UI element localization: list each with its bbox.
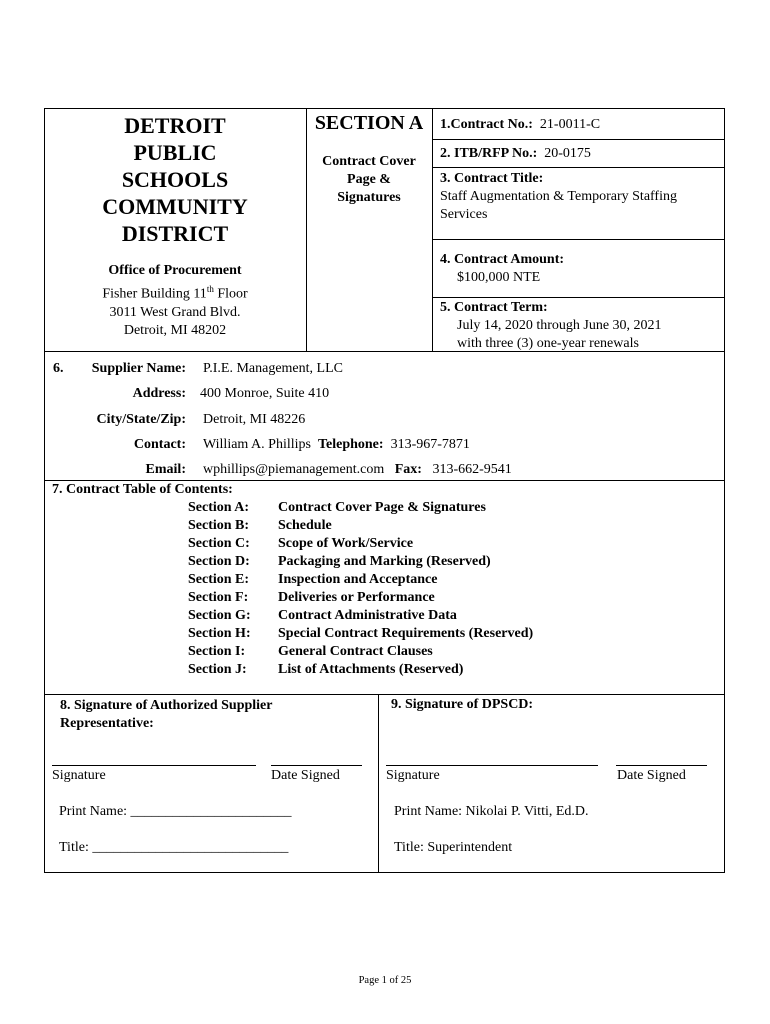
itb-number: 2. ITB/RFP No.: 20-0175 (440, 146, 591, 161)
toc-section-name: Contract Cover Page & Signatures (278, 500, 486, 515)
contract-number: 1.Contract No.: 21-0011-C (440, 117, 601, 132)
supplier-signature-heading: 8. Signature of Authorized Supplier Representative: (60, 698, 273, 731)
toc-section-name: Special Contract Requirements (Reserved) (278, 626, 534, 641)
divider-vertical-header-left (306, 108, 307, 351)
toc-section-name: Contract Administrative Data (278, 608, 457, 623)
toc-section-label: Section J: (188, 662, 247, 677)
toc-section-label: Section A: (188, 500, 250, 515)
divider-title (432, 239, 725, 240)
toc-section-name: Packaging and Marking (Reserved) (278, 554, 491, 569)
dpscd-signature-label: Signature (386, 768, 440, 783)
toc-section-label: Section H: (188, 626, 251, 641)
dpscd-signature-line[interactable] (386, 765, 598, 766)
divider-amount (432, 297, 725, 298)
dpscd-date-label: Date Signed (617, 768, 686, 783)
toc-title: 7. Contract Table of Contents: (52, 482, 233, 497)
toc-section-label: Section F: (188, 590, 249, 605)
divider-contract-no (432, 139, 725, 140)
supplier-city-value: Detroit, MI 48226 (203, 412, 306, 427)
office-title: Office of Procurement (108, 263, 242, 278)
dpscd-print-name: Print Name: Nikolai P. Vitti, Ed.D. (394, 804, 589, 819)
toc-section-label: Section B: (188, 518, 250, 533)
district-name: DETROIT PUBLIC SCHOOLS COMMUNITY DISTRICT (102, 113, 248, 246)
section-subtitle: Contract Cover Page & Signatures (322, 154, 416, 205)
supplier-address-label: Address: (132, 386, 186, 401)
supplier-email-label: Email: (145, 462, 186, 477)
office-address (60, 262, 290, 340)
toc-section-label: Section G: (188, 608, 251, 623)
contract-title: 3. Contract Title: Staff Augmentation & Temporary Staffing Services (440, 171, 677, 222)
toc-section-label: Section I: (188, 644, 246, 659)
page-number: Page 1 of 25 (358, 975, 412, 986)
divider-supplier-bottom (44, 480, 725, 481)
toc-section-name: General Contract Clauses (278, 644, 433, 659)
supplier-name-label: Supplier Name: (91, 361, 186, 376)
divider-toc-bottom (44, 694, 725, 695)
contract-term: 5. Contract Term: July 14, 2020 through June 30, 2021 with three (3) one-year renewals (440, 300, 662, 351)
supplier-signature-label: Signature (52, 768, 106, 783)
divider-signatures-vertical (378, 694, 379, 873)
dpscd-title: Title: Superintendent (394, 840, 513, 855)
toc-section-name: List of Attachments (Reserved) (278, 662, 464, 677)
toc-section-name: Deliveries or Performance (278, 590, 435, 605)
toc-section-label: Section E: (188, 572, 250, 587)
supplier-contact-value: William A. Phillips Telephone: 313-967-7871 (203, 437, 470, 452)
supplier-section-number: 6. (53, 361, 64, 376)
office-address-line2: Detroit, MI 48202 (123, 322, 227, 338)
supplier-name-value: P.I.E. Management, LLC (203, 361, 343, 376)
dpscd-signature-heading: 9. Signature of DPSCD: (391, 697, 534, 712)
supplier-email-value: wphillips@piemanagement.com Fax: 313-662-9541 (203, 462, 512, 477)
supplier-contact-label: Contact: (133, 437, 186, 452)
toc-section-name: Scope of Work/Service (278, 536, 414, 551)
contract-amount: 4. Contract Amount: $100,000 NTE (440, 252, 565, 285)
divider-itb (432, 167, 725, 168)
supplier-signature-line[interactable] (52, 765, 256, 766)
office-address-line1: 3011 West Grand Blvd. (109, 304, 241, 320)
office-building: Fisher Building 11th Floor (102, 284, 248, 302)
toc-section-label: Section C: (188, 536, 250, 551)
supplier-date-label: Date Signed (271, 768, 340, 783)
supplier-city-label: City/State/Zip: (96, 412, 186, 427)
section-title: SECTION A (314, 112, 424, 134)
divider-vertical-header-right (432, 108, 433, 351)
toc-section-name: Inspection and Acceptance (278, 572, 438, 587)
toc-section-label: Section D: (188, 554, 250, 569)
supplier-print-name[interactable]: Print Name: _______________________ (59, 804, 292, 819)
dpscd-date-line[interactable] (616, 765, 707, 766)
supplier-address-value: 400 Monroe, Suite 410 (200, 386, 330, 401)
toc-section-name: Schedule (278, 518, 332, 533)
supplier-date-line[interactable] (271, 765, 362, 766)
supplier-title[interactable]: Title: ____________________________ (59, 840, 289, 855)
